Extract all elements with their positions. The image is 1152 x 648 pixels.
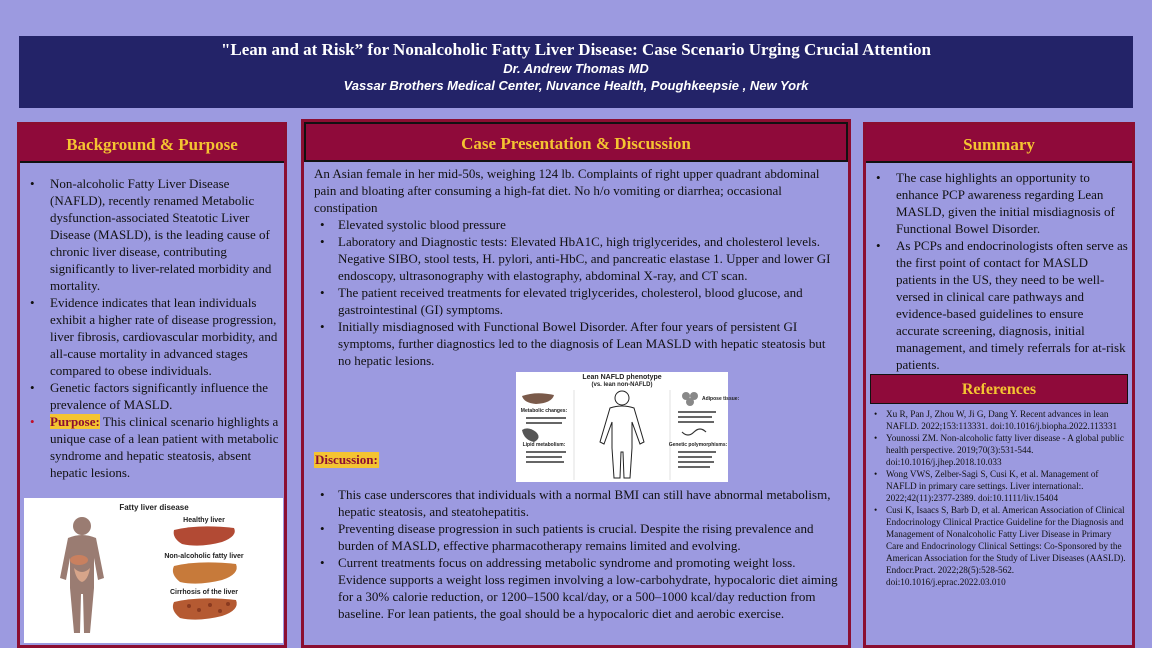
- figure-subtitle: (vs. lean non-NAFLD): [591, 382, 653, 388]
- references-list: [870, 408, 1128, 588]
- background-panel: [17, 122, 287, 648]
- list-item: • Current treatments focus on addressing metabolic syndrome and promoting weight loss. Evidence supports a weight loss regimen involving a low-carbohydrate, hypocaloric diet aiming for a 30% calorie reduction, or 1200–1500 kcal/day, or a 500–1000 kcal/day reduction from baseline. For lean patients, the goal should be a hypocaloric diet and aerobic exercise.: [314, 554, 840, 622]
- human-outline-icon: [600, 391, 644, 478]
- list-item: • Elevated systolic blood pressure: [314, 216, 838, 233]
- reference-item: • Cusi K, Isaacs S, Barb D, et al. American Association of Clinical Endocrinology Clinical Practice Guideline for the Diagnosis and Management of Nonalcoholic Fatty Liver Disease in Primary Care and Endocrinology Clinical Settings: Co-Sponsored by the American Association for the Study of Liver Diseases (AASLD). Endocr.Pract. 2022;28(5):528-562. doi:10.1016/j.eprac.2022.03.010: [870, 504, 1128, 588]
- figure-label: Lipid metabolism:: [522, 442, 566, 448]
- summary-list: [870, 169, 1128, 373]
- reference-item: • Younossi ZM. Non-alcoholic fatty liver disease - A global public health perspective. 2019;70(3):531-544. doi:10.1016/j.jhep.2018.10.033: [870, 432, 1128, 468]
- case-heading: Case Presentation & Discussion: [304, 122, 848, 162]
- intestine-icon: [522, 428, 539, 442]
- figure-label: Adipose tissue:: [702, 396, 740, 402]
- purpose-item: [24, 413, 280, 481]
- discussion-list: [314, 486, 840, 622]
- list-item: • The case highlights an opportunity to enhance PCP awareness regarding Lean MASLD, given the initial misdiagnosis of Functional Bowel Disorder.: [870, 169, 1128, 237]
- figure-label: Genetic polymorphisms:: [668, 442, 728, 448]
- reference-item: • Xu R, Pan J, Zhou W, Ji G, Dang Y. Recent advances in lean NAFLD. 2022;153:113331. doi:10.1016/j.biopha.2022.113331: [870, 408, 1128, 432]
- case-panel: [301, 119, 851, 648]
- case-intro: An Asian female in her mid-50s, weighing 124 lb. Complaints of right upper quadrant abdominal pain and bloating after consuming a high-fat diet. No h/o vomiting or diarrhea; occasional constipation: [314, 166, 820, 215]
- purpose-label: Purpose:: [50, 414, 100, 429]
- poster-title: "Lean and at Risk” for Nonalcoholic Fatty Liver Disease: Case Scenario Urging Crucial Attention: [220, 40, 932, 59]
- dna-icon: [682, 429, 706, 435]
- list-item: • The patient received treatments for elevated triglycerides, cholesterol, blood glucose, and gastrointestinal (GI) symptoms.: [314, 284, 838, 318]
- liver-icon: [522, 393, 554, 404]
- fatty-liver-figure: [24, 498, 283, 643]
- poster-affiliation: Vassar Brothers Medical Center, Nuvance Health, Poughkeepsie , New York: [343, 78, 809, 93]
- poster-author: Dr. Andrew Thomas MD: [503, 61, 649, 76]
- purpose-text: This clinical scenario highlights a unique case of a lean patient with metabolic syndrome and hepatic steatosis, absent hepatic lesions.: [50, 414, 279, 480]
- lean-nafld-figure: [516, 372, 740, 482]
- fatty-liver-icon: [173, 562, 237, 583]
- healthy-liver-icon: [174, 526, 235, 545]
- summary-heading: Summary: [866, 125, 1132, 163]
- cirrhosis-liver-icon: [173, 598, 237, 619]
- figure-title: Fatty liver disease: [119, 503, 189, 512]
- adipose-icon: [682, 392, 698, 406]
- figure-label: Metabolic changes:: [520, 408, 568, 414]
- list-item: • This case underscores that individuals with a normal BMI can still have abnormal metabolism, hepatic steatosis, and steatohepatitis.: [314, 486, 840, 520]
- reference-item: • Wong VWS, Zelber-Sagi S, Cusi K, et al. Management of NAFLD in primary care settings. Liver international:. 2022;42(11):2377-2389. doi:10.1111/liv.15404: [870, 468, 1128, 504]
- poster-header: [19, 36, 1133, 108]
- list-item: • Preventing disease progression in such patients is crucial. Despite the rising prevalence and burden of MASLD, effective pharmacotherapy remains limited and evolving.: [314, 520, 840, 554]
- list-item: • As PCPs and endocrinologists often serve as the first point of contact for MASLD patients in the US, they need to be well-versed in clinical care pathways and evidence-based guidelines to ensure accurate screening, diagnosis, initial management, and timely referrals for at-risk patients.: [870, 237, 1128, 373]
- background-list: [24, 175, 280, 481]
- case-list: [314, 216, 838, 369]
- figure-label: Cirrhosis of the liver: [169, 589, 239, 596]
- list-item: • Genetic factors significantly influence the prevalence of MASLD.: [24, 379, 280, 413]
- list-item: • Initially misdiagnosed with Functional Bowel Disorder. After four years of persistent GI symptoms, further diagnostics led to the diagnosis of Lean MASLD with hepatic steatosis but no hepatic lesions.: [314, 318, 838, 369]
- summary-panel: [863, 122, 1135, 648]
- references-heading: References: [870, 374, 1128, 404]
- figure-title: Lean NAFLD phenotype: [582, 374, 662, 381]
- list-item: • Non-alcoholic Fatty Liver Disease (NAFLD), recently renamed Metabolic dysfunction-associated Steatotic Liver Disease (MASLD), is the leading cause of chronic liver disease, contributing significantly to liver-related morbidity and mortality.: [24, 175, 280, 294]
- figure-label: Non-alcoholic fatty liver: [164, 553, 244, 560]
- background-heading: Background & Purpose: [20, 125, 284, 163]
- figure-label: Healthy liver: [183, 517, 225, 524]
- discussion-label: Discussion:: [315, 452, 378, 467]
- body-silhouette-icon: [60, 517, 104, 633]
- list-item: • Laboratory and Diagnostic tests: Elevated HbA1C, high triglycerides, and cholesterol levels. Negative SIBO, stool tests, H. pylori, anti-HbC, and pancreatic elastase 1. Upper and lower GI endoscopy, ultrasonography with elastography, abdominal X-ray, and CT scan.: [314, 233, 838, 284]
- list-item: • Evidence indicates that lean individuals exhibit a higher rate of disease progression, liver fibrosis, cardiovascular morbidity, and all-cause mortality in advanced stages compared to obese individuals.: [24, 294, 280, 379]
